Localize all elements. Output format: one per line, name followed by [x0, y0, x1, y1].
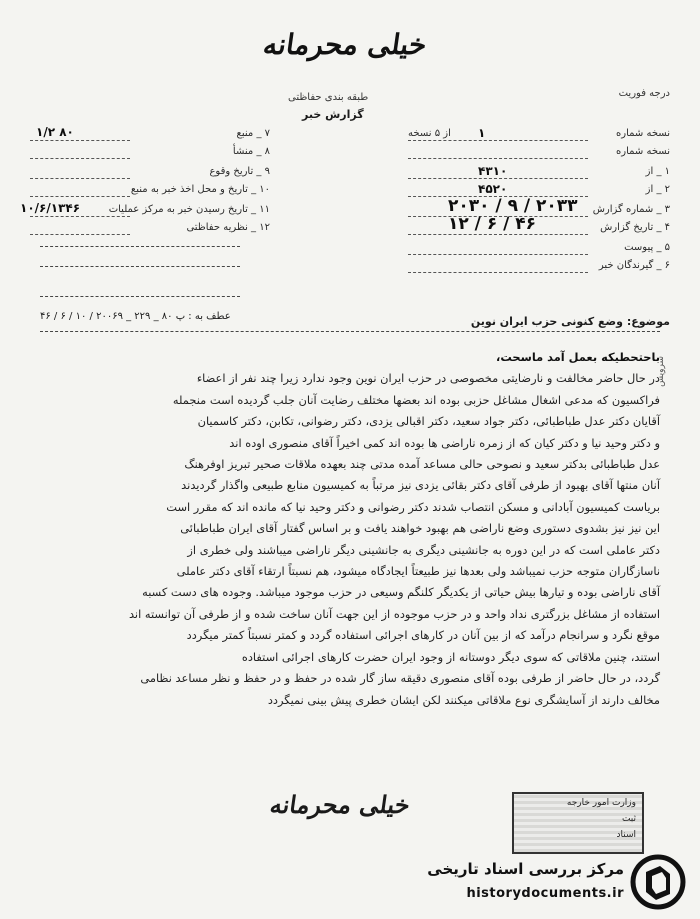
report-type: گزارش خبر	[302, 108, 364, 121]
left-field-row	[20, 201, 270, 218]
watermark-title: مرکز بررسی اسناد تاریخی	[427, 860, 624, 878]
field-value: ۴۵۲۰	[478, 182, 508, 196]
field-label: ۷ _ منبع	[236, 128, 270, 139]
field-label: نسخه شماره	[616, 146, 670, 157]
field-value: ۲۰۳۳ / ۹ / ۲۰۳۰	[448, 196, 578, 216]
field-line	[30, 196, 130, 197]
stamp-line-2: ثبت	[621, 814, 636, 824]
body-line: باحتحطیکه بعمل آمد ماسحت،	[496, 350, 660, 364]
right-field-row	[408, 242, 670, 256]
field-label: ۱۲ _ نظریه حفاظتی	[186, 222, 270, 233]
stamp-line-1: وزارت امور خارجه	[566, 798, 636, 808]
stamp-line-3: اسناد	[616, 830, 636, 840]
archive-logo-icon	[630, 854, 686, 910]
left-field-row	[30, 184, 270, 198]
body-line: آنان منتها آقای بهبود از طرفی آقای دکتر بقائی یزدی نیز مرتباً به کمیسیون منابع طبیعی واگذار گردیدند	[181, 478, 660, 493]
field-label: ۹ _ تاریخ وقوع	[209, 166, 270, 177]
protection-classification: طبقه بندی حفاظتی	[288, 92, 369, 103]
right-field-row	[408, 166, 670, 180]
field-extra: از ۵ نسخه	[408, 128, 451, 139]
field-label: نسخه شماره	[616, 128, 670, 139]
body-line: آقایان دکتر عدل طباطبائی، دکتر جواد سعید، دکتر اقبالی یزدی، دکتر رضوانی، تکابن، دکتر کاسمیان	[197, 414, 660, 429]
field-label: ۴ _ تاریخ گزارش	[600, 222, 670, 233]
archive-watermark	[414, 852, 694, 914]
field-line	[30, 216, 130, 217]
subject-underline	[40, 331, 660, 332]
left-field-row	[30, 166, 270, 180]
field-value: ۴۶ / ۶ / ۱۲	[448, 214, 537, 234]
body-line: استند، چنین ملاقاتی که سوی دیگر دوستانه از وجود ایران حضرت کارهای اجرائی استفاده	[241, 649, 660, 664]
report-body	[42, 347, 660, 711]
blank-line	[40, 246, 240, 247]
field-label: ۲ _ از	[645, 184, 670, 195]
body-line: گردد، در حال حاضر از طرفی بوده آقای منصوری دقیقه ساز گار شده در حفظ و در حفظ و نظر مساعد نظامی	[140, 671, 660, 686]
left-field-row	[30, 222, 270, 236]
separator-line	[40, 296, 240, 297]
body-line: موقع نگرد و سرانجام درآمد که از بین آنان در کارهای اجرائی استفاده گردد و کمتر نسبتاً کمتر میگردد	[186, 628, 660, 643]
body-line: مخالف دارند از آسایشگری نوع ملاقاتی میکنند لکن ایشان خطری پیش بینی نمیگردد	[267, 692, 660, 707]
watermark-url: historydocuments.ir	[466, 886, 624, 901]
field-line	[30, 140, 130, 141]
right-field-row	[408, 146, 670, 160]
document-title: خیلی محرمانه	[261, 28, 429, 61]
body-line: این نیز نیز بشدوی دستوری وضع ناراضی هم بهبود خواهند یافت و بر اساس گفتار آقای ایران طباطبائی	[180, 521, 660, 536]
field-value: ۴۳۱۰	[478, 164, 508, 178]
body-line: عدل طباطبائی بدکتر سعید و نصوحی حالی مساعد آمده مدتی چند بعهده ملاقات صحیر تبریز اوفرهنگ	[184, 457, 660, 472]
body-line: بریاست کمیسیون آبادانی و مسکن انتصاب شدند دکتر رضوانی و دکتر وحید نیا که مانده اند که مقرر است	[166, 499, 660, 514]
reference-line: عطف به : پ ۸۰ _ ۲۲۹ _ ۲۰۰۶۹ / ۱۰ / ۶ / ۴۶	[40, 311, 231, 322]
right-field-row	[408, 214, 670, 236]
body-line: ناسازگاران متوجه حزب نمیباشد ولی بعدها نیز طبیعتاً ایجادگاه میشود، هم نسبتاً ارتقاء آقای دکتر عاملی	[176, 564, 660, 579]
blank-line	[40, 266, 240, 267]
right-field-row	[408, 128, 670, 142]
field-line	[408, 254, 588, 255]
footer-classification-stamp: خیلی محرمانه	[268, 790, 412, 819]
field-label: ۳ _ شماره گزارش	[592, 204, 670, 215]
body-line: دکتر عاملی است که در این دوره به جانشینی دیگری به جانشینی دیگر ناراضی میباشند ولی خطری از	[187, 542, 660, 557]
field-label: ۱۰ _ تاریخ و محل اخذ خبر به منبع	[130, 184, 270, 195]
field-line	[30, 178, 130, 179]
body-line: آقای ناراضی بوده و تیارها بیش حیاتی از یکدیگر کلنگم وسیعی در حزب موجود میباشد. وجوده های دست کسبه	[142, 585, 660, 600]
left-field-row	[30, 125, 270, 142]
field-line	[30, 158, 130, 159]
margin-note: سرویس	[656, 356, 666, 387]
field-label: ۸ _ منشأ	[232, 146, 270, 157]
field-line	[408, 234, 588, 235]
field-label: ۱ _ از	[645, 166, 670, 177]
body-line: و دکتر وحید نیا و دکتر کیان که از زمره ناراضی ها بوده اند کمی اخیراً آقای منصوری اوده اند	[229, 435, 660, 450]
field-line	[408, 272, 588, 273]
field-label: ۵ _ پیوست	[624, 242, 670, 253]
field-line	[30, 234, 130, 235]
field-line	[408, 178, 588, 179]
registry-stamp	[512, 792, 644, 854]
body-line: استفاده از مشاغل بزرگتری نداد واحد و در حزب موجوده از این جهت آنان ساخت شده و از طرفی آن توانسته اند	[128, 606, 660, 621]
urgency-label: درجه فوریت	[618, 88, 670, 99]
field-line	[408, 158, 588, 159]
field-value: ۱	[478, 126, 486, 140]
left-field-row	[30, 146, 270, 160]
subject-line: موضوع: وضع کنونی حزب ایران نوین	[470, 315, 670, 328]
right-field-row	[408, 260, 670, 274]
field-label: ۱۱ _ تاریخ رسیدن خبر به مرکز عملیات	[108, 204, 270, 215]
field-label: ۶ _ گیرندگان خبر	[598, 260, 670, 271]
field-value: ۸۰ ۱/۲	[36, 125, 74, 139]
body-line: فراکسیون که مدعی اشغال مشاغل حزبی بوده اند بعضها مختلف رضایت آنان جلب گردیده است منجمله	[172, 392, 660, 407]
body-line: در حال حاضر مخالفت و نارضایتی مخصوصی در حزب ایران نوین وجود ندارد زیرا چند نفر از اعضاء	[196, 371, 660, 386]
field-value: ۱۰/۶/۱۳۴۶	[20, 201, 81, 215]
field-line	[408, 140, 588, 141]
